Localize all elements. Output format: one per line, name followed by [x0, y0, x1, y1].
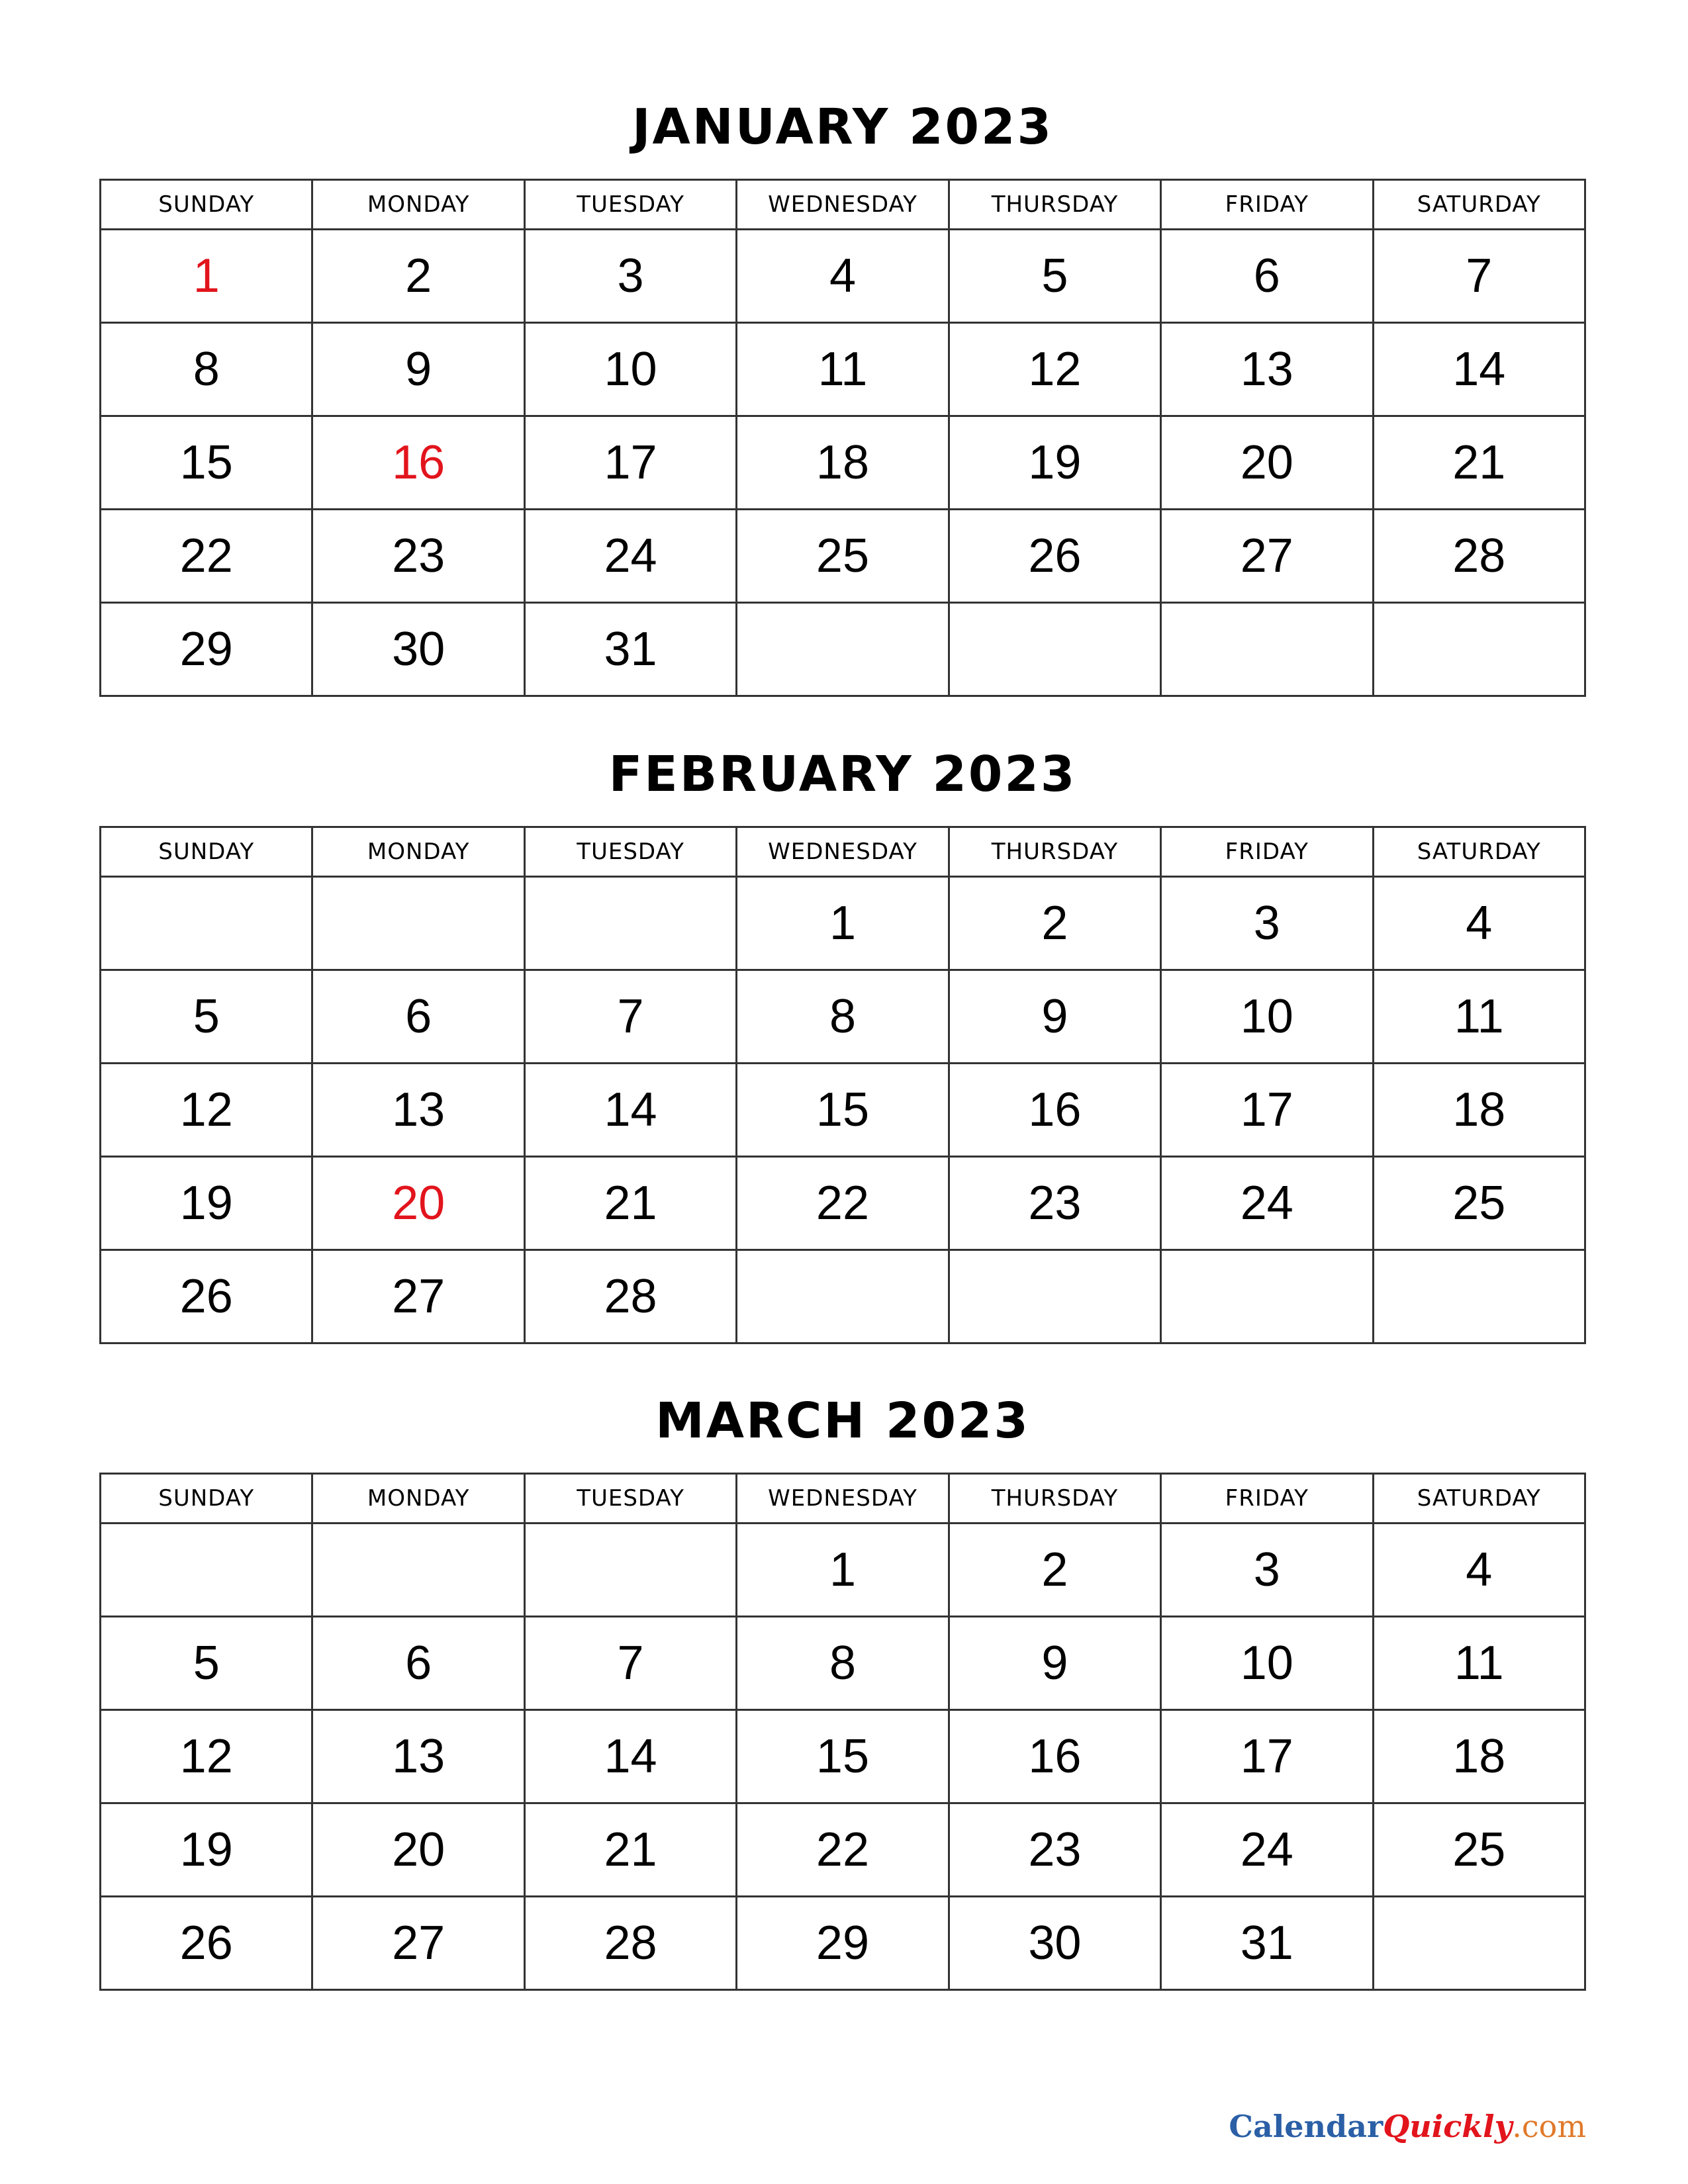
day-cell: 3 [524, 230, 736, 323]
weekday-header: WEDNESDAY [737, 180, 949, 230]
day-cell: 21 [524, 1803, 736, 1897]
day-cell: 10 [1161, 1617, 1373, 1710]
site-logo [1229, 2109, 1586, 2144]
day-cell: 30 [312, 603, 524, 696]
weekday-header: SUNDAY [101, 180, 312, 230]
day-cell: 14 [1373, 323, 1585, 416]
day-cell: 21 [524, 1157, 736, 1250]
week-row [101, 1617, 1585, 1710]
day-cell: 5 [949, 230, 1160, 323]
day-cell: 22 [737, 1157, 949, 1250]
day-cell: 6 [312, 970, 524, 1064]
weekday-header: FRIDAY [1161, 827, 1373, 877]
day-cell: 15 [101, 416, 312, 510]
month-grid [99, 826, 1586, 1344]
day-cell: 17 [1161, 1710, 1373, 1803]
week-row [101, 510, 1585, 603]
month-title: MARCH 2023 [655, 1392, 1030, 1449]
day-cell: 2 [949, 1524, 1160, 1617]
weekday-header: TUESDAY [524, 180, 736, 230]
day-cell: 19 [101, 1803, 312, 1897]
day-cell: 6 [312, 1617, 524, 1710]
day-cell: 21 [1373, 416, 1585, 510]
day-cell: 4 [737, 230, 949, 323]
day-cell: 26 [101, 1250, 312, 1343]
empty-day-cell [1373, 1897, 1585, 1990]
day-cell: 6 [1161, 230, 1373, 323]
week-row [101, 1803, 1585, 1897]
day-cell: 23 [949, 1157, 1160, 1250]
day-cell: 27 [312, 1250, 524, 1343]
week-row [101, 970, 1585, 1064]
weekday-header: MONDAY [312, 827, 524, 877]
weekday-header: WEDNESDAY [737, 827, 949, 877]
logo-part-quickly: Quickly [1383, 2109, 1513, 2144]
weekday-header-row [101, 180, 1585, 230]
day-cell: 10 [524, 323, 736, 416]
day-cell: 25 [1373, 1157, 1585, 1250]
day-cell: 12 [101, 1064, 312, 1157]
weekday-header: SUNDAY [101, 1474, 312, 1524]
day-cell: 19 [949, 416, 1160, 510]
day-cell: 31 [1161, 1897, 1373, 1990]
day-cell: 24 [524, 510, 736, 603]
day-cell: 9 [312, 323, 524, 416]
week-row [101, 1157, 1585, 1250]
week-row [101, 230, 1585, 323]
day-cell: 23 [949, 1803, 1160, 1897]
month-grid [99, 179, 1586, 697]
week-row [101, 877, 1585, 970]
weekday-header: FRIDAY [1161, 1474, 1373, 1524]
day-cell: 28 [524, 1897, 736, 1990]
day-cell: 3 [1161, 877, 1373, 970]
weekday-header: SUNDAY [101, 827, 312, 877]
empty-day-cell [524, 877, 736, 970]
day-cell: 27 [1161, 510, 1373, 603]
day-cell: 5 [101, 970, 312, 1064]
day-cell: 15 [737, 1710, 949, 1803]
weekday-header-row [101, 1474, 1585, 1524]
weekday-header: THURSDAY [949, 180, 1160, 230]
day-cell: 1 [737, 877, 949, 970]
day-cell: 14 [524, 1064, 736, 1157]
month-title: FEBRUARY 2023 [608, 746, 1077, 803]
weekday-header: SATURDAY [1373, 180, 1585, 230]
day-cell: 13 [312, 1064, 524, 1157]
week-row [101, 1710, 1585, 1803]
day-cell: 28 [1373, 510, 1585, 603]
weekday-header: MONDAY [312, 180, 524, 230]
empty-day-cell [737, 603, 949, 696]
empty-day-cell [949, 603, 1160, 696]
day-cell: 23 [312, 510, 524, 603]
day-cell: 28 [524, 1250, 736, 1343]
day-cell: 16 [312, 416, 524, 510]
day-cell: 30 [949, 1897, 1160, 1990]
day-cell: 19 [101, 1157, 312, 1250]
day-cell: 15 [737, 1064, 949, 1157]
day-cell: 8 [737, 970, 949, 1064]
day-cell: 22 [737, 1803, 949, 1897]
week-row [101, 603, 1585, 696]
day-cell: 29 [737, 1897, 949, 1990]
week-row [101, 1250, 1585, 1343]
day-cell: 8 [737, 1617, 949, 1710]
empty-day-cell [1161, 1250, 1373, 1343]
day-cell: 11 [1373, 970, 1585, 1064]
day-cell: 5 [101, 1617, 312, 1710]
day-cell: 4 [1373, 877, 1585, 970]
day-cell: 22 [101, 510, 312, 603]
day-cell: 12 [101, 1710, 312, 1803]
month-grid [99, 1473, 1586, 1991]
day-cell: 24 [1161, 1803, 1373, 1897]
day-cell: 7 [524, 970, 736, 1064]
day-cell: 3 [1161, 1524, 1373, 1617]
week-row [101, 1524, 1585, 1617]
empty-day-cell [1373, 603, 1585, 696]
day-cell: 2 [949, 877, 1160, 970]
day-cell: 10 [1161, 970, 1373, 1064]
weekday-header: MONDAY [312, 1474, 524, 1524]
day-cell: 11 [1373, 1617, 1585, 1710]
day-cell: 18 [1373, 1710, 1585, 1803]
week-row [101, 323, 1585, 416]
weekday-header: THURSDAY [949, 827, 1160, 877]
day-cell: 18 [1373, 1064, 1585, 1157]
weekday-header-row [101, 827, 1585, 877]
empty-day-cell [101, 877, 312, 970]
day-cell: 27 [312, 1897, 524, 1990]
week-row [101, 1064, 1585, 1157]
day-cell: 16 [949, 1710, 1160, 1803]
logo-part-calendar: Calendar [1229, 2109, 1383, 2144]
weekday-header: SATURDAY [1373, 827, 1585, 877]
week-row [101, 416, 1585, 510]
day-cell: 20 [312, 1803, 524, 1897]
day-cell: 7 [524, 1617, 736, 1710]
day-cell: 7 [1373, 230, 1585, 323]
day-cell: 4 [1373, 1524, 1585, 1617]
empty-day-cell [524, 1524, 736, 1617]
weekday-header: TUESDAY [524, 827, 736, 877]
empty-day-cell [312, 1524, 524, 1617]
empty-day-cell [101, 1524, 312, 1617]
weekday-header: WEDNESDAY [737, 1474, 949, 1524]
empty-day-cell [737, 1250, 949, 1343]
day-cell: 9 [949, 1617, 1160, 1710]
day-cell: 24 [1161, 1157, 1373, 1250]
day-cell: 20 [1161, 416, 1373, 510]
day-cell: 1 [737, 1524, 949, 1617]
day-cell: 29 [101, 603, 312, 696]
day-cell: 11 [737, 323, 949, 416]
day-cell: 31 [524, 603, 736, 696]
day-cell: 17 [1161, 1064, 1373, 1157]
day-cell: 9 [949, 970, 1160, 1064]
day-cell: 20 [312, 1157, 524, 1250]
day-cell: 26 [949, 510, 1160, 603]
day-cell: 17 [524, 416, 736, 510]
day-cell: 26 [101, 1897, 312, 1990]
day-cell: 8 [101, 323, 312, 416]
empty-day-cell [949, 1250, 1160, 1343]
day-cell: 16 [949, 1064, 1160, 1157]
weekday-header: THURSDAY [949, 1474, 1160, 1524]
day-cell: 25 [1373, 1803, 1585, 1897]
weekday-header: TUESDAY [524, 1474, 736, 1524]
day-cell: 14 [524, 1710, 736, 1803]
day-cell: 13 [1161, 323, 1373, 416]
day-cell: 18 [737, 416, 949, 510]
day-cell: 2 [312, 230, 524, 323]
week-row [101, 1897, 1585, 1990]
day-cell: 13 [312, 1710, 524, 1803]
weekday-header: SATURDAY [1373, 1474, 1585, 1524]
empty-day-cell [312, 877, 524, 970]
empty-day-cell [1161, 603, 1373, 696]
weekday-header: FRIDAY [1161, 180, 1373, 230]
month-title: JANUARY 2023 [632, 99, 1054, 156]
day-cell: 25 [737, 510, 949, 603]
empty-day-cell [1373, 1250, 1585, 1343]
day-cell: 1 [101, 230, 312, 323]
day-cell: 12 [949, 323, 1160, 416]
logo-part-domain: .com [1512, 2109, 1586, 2144]
